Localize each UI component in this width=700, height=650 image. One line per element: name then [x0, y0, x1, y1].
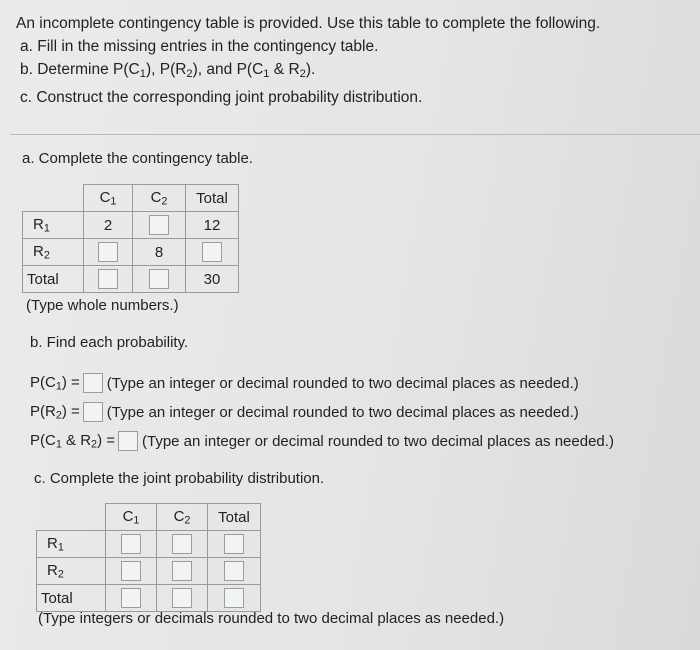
section-b-title: b. Find each probability. — [30, 334, 189, 351]
jp-input-r1-c2[interactable] — [172, 534, 192, 554]
jp-row-r1-label: $R_1$ — [37, 531, 106, 558]
jp-input-r2-c2[interactable] — [172, 561, 192, 581]
cell-r1-c1: 2 — [84, 212, 133, 239]
input-r1-c2[interactable] — [149, 215, 169, 235]
jp-input-r1-total[interactable] — [224, 534, 244, 554]
prob-c1-r2-hint: (Type an integer or decimal rounded to two decimal places as needed.) — [142, 432, 614, 450]
prob-r2-label: $P(R_2)$ = — [30, 402, 80, 422]
header-c2: $C_2$ — [133, 185, 186, 212]
cell-r1-total: 12 — [186, 212, 239, 239]
instruction-c: c. Construct the corresponding joint probability distribution. — [20, 88, 423, 106]
intro-text: An incomplete contingency table is provided. Use this table to complete the following. — [16, 15, 601, 32]
contingency-table — [22, 184, 239, 293]
prob-r2-row — [30, 402, 579, 422]
prob-c1-label: $P(C_1)$ = — [30, 373, 80, 393]
row-total-label: Total — [23, 266, 84, 293]
jp-input-total-total[interactable] — [224, 588, 244, 608]
input-prob-c1-r2[interactable] — [118, 431, 138, 451]
input-r2-c1[interactable] — [98, 242, 118, 262]
section-divider — [10, 134, 700, 135]
prob-c1-r2-row — [30, 431, 614, 451]
jp-header-c1: $C_1$ — [106, 504, 157, 531]
prob-c1-hint: (Type an integer or decimal rounded to two decimal places as needed.) — [106, 374, 579, 392]
cell-total-total: 30 — [186, 266, 239, 293]
section-c-title: c. Complete the joint probability distribution. — [34, 470, 325, 487]
jp-header-c2: $C_2$ — [157, 504, 208, 531]
note-decimals: (Type integers or decimals rounded to two decimal places as needed.) — [38, 610, 505, 627]
joint-probability-table — [36, 503, 261, 612]
jp-input-total-c2[interactable] — [172, 588, 192, 608]
jp-input-r2-total[interactable] — [224, 561, 244, 581]
jp-row-total-label: Total — [37, 585, 106, 612]
input-prob-c1[interactable] — [83, 373, 103, 393]
prob-c1-r2-label: $P(C_1$ & $R_2$) = — [30, 431, 115, 451]
header-total: Total — [186, 185, 239, 212]
note-whole-numbers: (Type whole numbers.) — [26, 297, 179, 314]
input-r2-total[interactable] — [202, 242, 222, 262]
instruction-b: b. Determine $P(C_1)$, $P(R_2)$, and $P(C_1$ & $R_2$). — [20, 61, 316, 80]
jp-header-total: Total — [208, 504, 261, 531]
input-prob-r2[interactable] — [83, 402, 103, 422]
prob-r2-hint: (Type an integer or decimal rounded to two decimal places as needed.) — [106, 403, 579, 421]
jp-input-r2-c1[interactable] — [121, 561, 141, 581]
input-total-c1[interactable] — [98, 269, 118, 289]
header-c1: $C_1$ — [84, 185, 133, 212]
row-r1-label: $R_1$ — [23, 212, 84, 239]
prob-c1-row — [30, 373, 579, 393]
problem-statement — [16, 12, 600, 109]
cell-r2-c2: 8 — [133, 239, 186, 266]
row-r2-label: $R_2$ — [23, 239, 84, 266]
input-total-c2[interactable] — [149, 269, 169, 289]
jp-input-total-c1[interactable] — [121, 588, 141, 608]
section-a-title: a. Complete the contingency table. — [22, 150, 253, 167]
jp-input-r1-c1[interactable] — [121, 534, 141, 554]
jp-row-r2-label: $R_2$ — [37, 558, 106, 585]
instruction-a: a. Fill in the missing entries in the contingency table. — [20, 38, 379, 55]
